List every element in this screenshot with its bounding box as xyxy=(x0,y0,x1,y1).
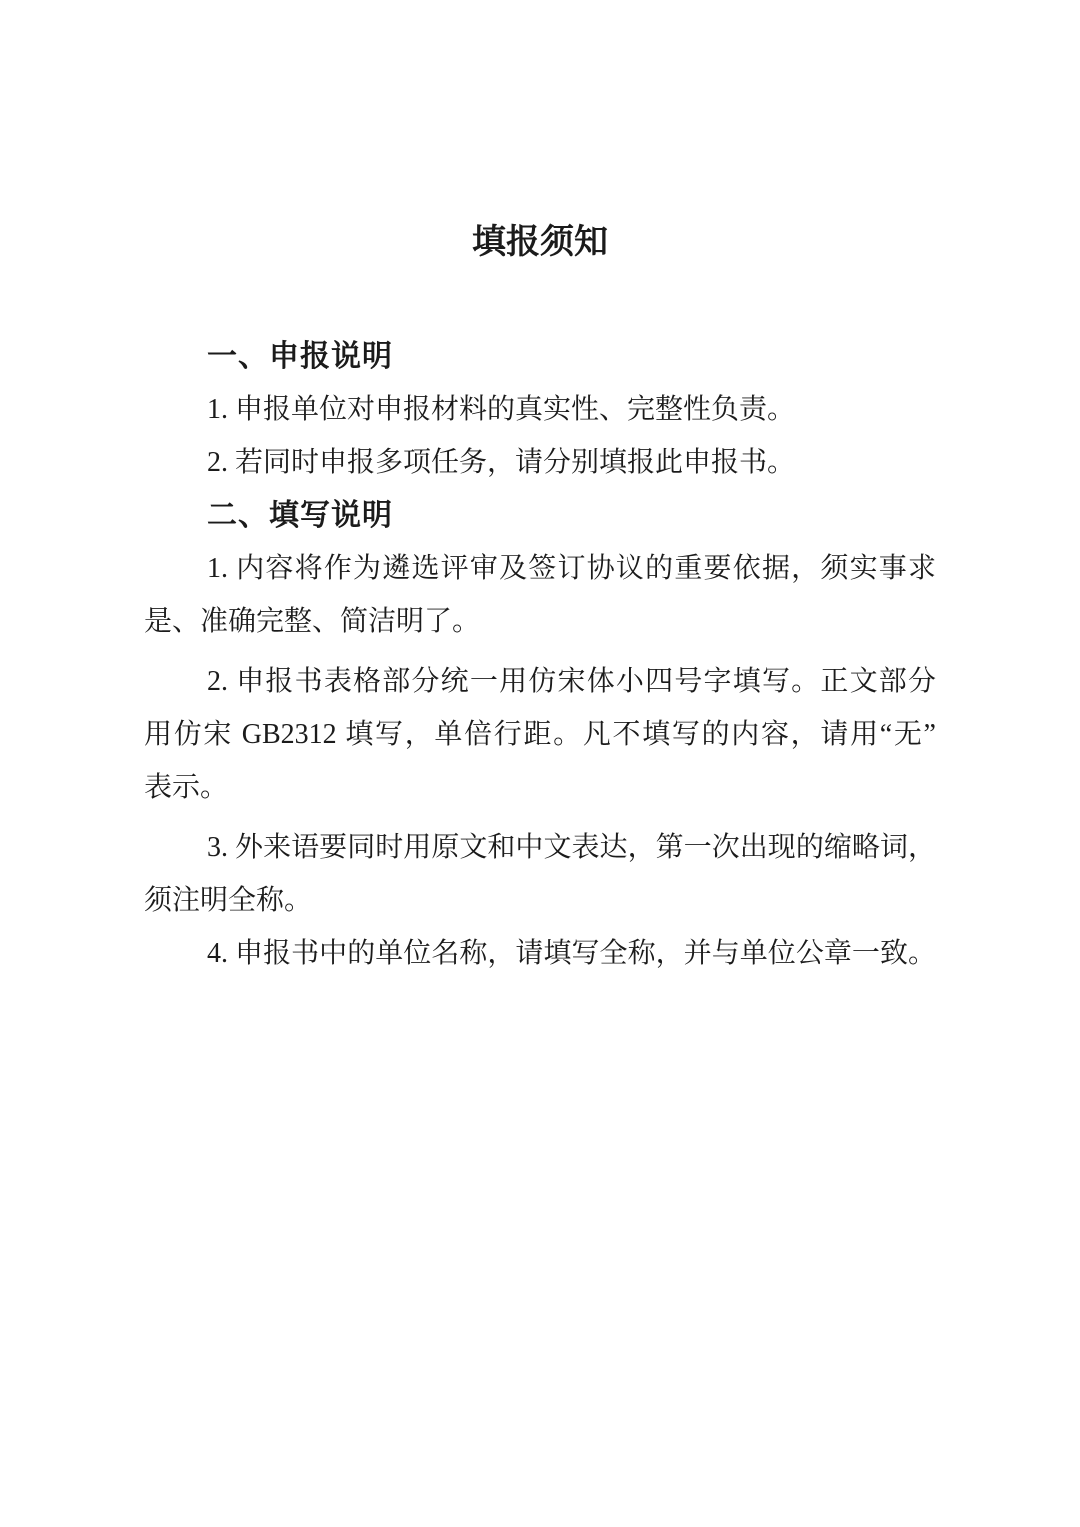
item-2-1-line-1: 1. 内容将作为遴选评审及签订协议的重要依据，须实事求 xyxy=(207,553,936,584)
section-1-heading: 一、申报说明 xyxy=(207,340,393,373)
item-2-1-line-2: 是、准确完整、简洁明了。 xyxy=(144,606,481,637)
item-1-1: 1. 申报单位对申报材料的真实性、完整性负责。 xyxy=(207,394,796,425)
document-body xyxy=(144,330,936,980)
item-2-2-line-3: 表示。 xyxy=(144,772,229,803)
item-2-3-line-1: 3. 外来语要同时用原文和中文表达，第一次出现的缩略词， xyxy=(207,832,936,863)
item-2-2-line-2: 用仿宋 GB2312 填写，单倍行距。凡不填写的内容，请用“无” xyxy=(144,719,936,750)
item-1-2: 2. 若同时申报多项任务，请分别填报此申报书。 xyxy=(207,447,796,478)
document-title: 填报须知 xyxy=(472,224,608,261)
item-2-4: 4. 申报书中的单位名称，请填写全称，并与单位公章一致。 xyxy=(207,938,936,969)
item-2-3-line-2: 须注明全称。 xyxy=(144,885,313,916)
item-2-2-line-1: 2. 申报书表格部分统一用仿宋体小四号字填写。正文部分 xyxy=(207,666,936,697)
section-2-heading: 二、填写说明 xyxy=(207,499,393,532)
